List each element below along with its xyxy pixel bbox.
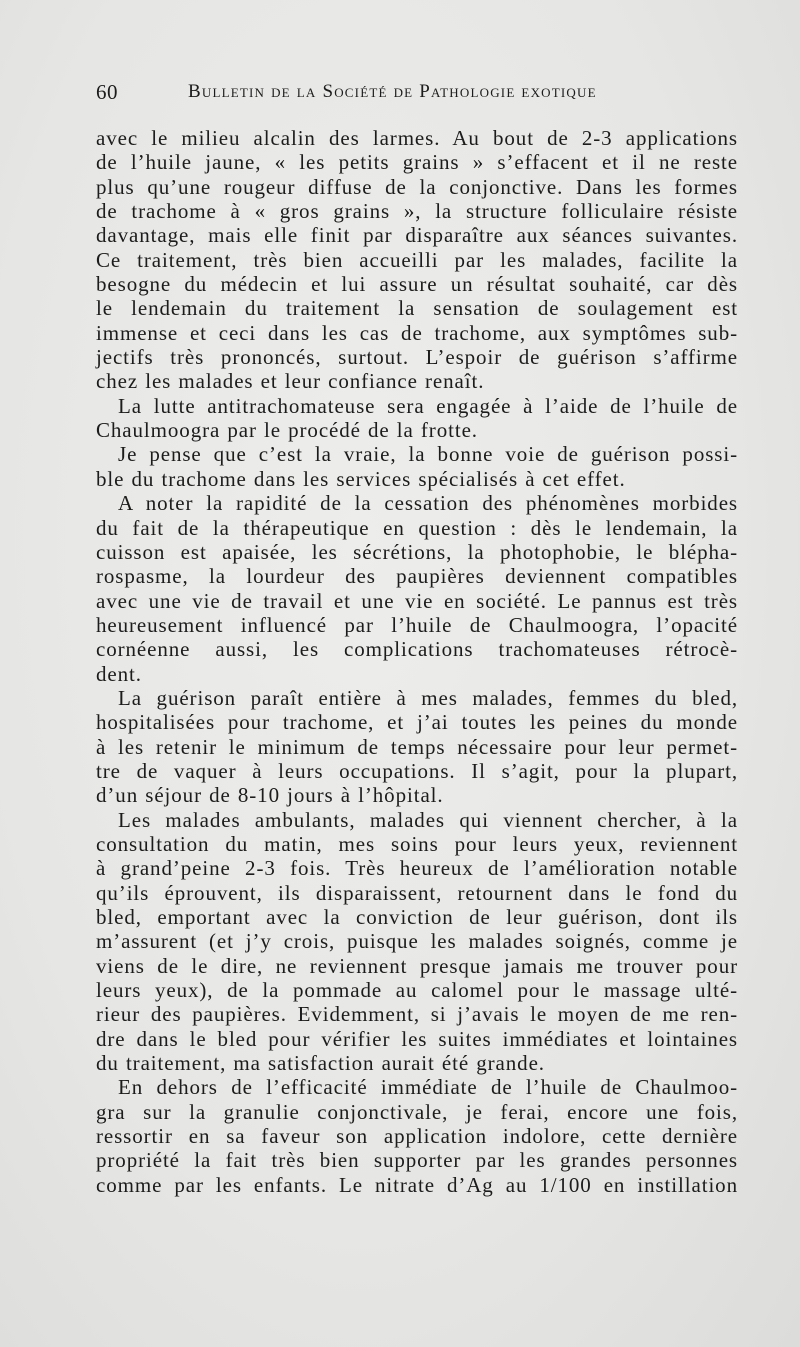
text-line: dre dans le bled pour vérifier les suites immédiates et lointaines — [96, 1026, 738, 1051]
text-line: qu’ils éprouvent, ils disparaissent, retournent dans le fond du — [96, 880, 738, 905]
text-line: gra sur la granulie conjonctivale, je ferai, encore une fois, — [96, 1099, 738, 1124]
text-line: rospasme, la lourdeur des paupières deviennent compatibles — [96, 564, 738, 589]
text-line: chez les malades et leur confiance renaît. — [96, 369, 485, 394]
text-line: jectifs très prononcés, surtout. L’espoir de guérison s’affirme — [96, 345, 738, 370]
text-line: ressortir en sa faveur son application indolore, cette dernière — [96, 1124, 738, 1149]
text-line: d’un séjour de 8-10 jours à l’hôpital. — [96, 783, 444, 808]
text-line: hospitalisées pour trachome, et j’ai toutes les peines du monde — [96, 710, 738, 735]
text-line: La lutte antitrachomateuse sera engagée à l’aide de l’huile de — [118, 393, 738, 418]
text-line: propriété la fait très bien supporter par les grandes personnes — [96, 1148, 738, 1173]
text-line: le lendemain du traitement la sensation de soulagement est — [96, 296, 738, 321]
text-line: davantage, mais elle finit par disparaître aux séances suivantes. — [96, 223, 738, 248]
text-line: cuisson est apaisée, les sécrétions, la photophobie, le blépha- — [96, 539, 738, 564]
text-line: de trachome à « gros grains », la structure folliculaire résiste — [96, 199, 738, 224]
text-line: de l’huile jaune, « les petits grains » s’effacent et il ne reste — [96, 150, 738, 175]
text-line: à les retenir le minimum de temps nécessaire pour leur permet- — [96, 734, 738, 759]
text-line: leurs yeux), de la pommade au calomel pour le massage ulté- — [96, 978, 738, 1003]
text-line: tre de vaquer à leurs occupations. Il s’agit, pour la plupart, — [96, 758, 738, 783]
text-line: En dehors de l’efficacité immédiate de l’huile de Chaulmoo- — [118, 1075, 738, 1100]
text-line: m’assurent (et j’y crois, puisque les malades soignés, comme je — [96, 929, 738, 954]
text-line: du fait de la thérapeutique en question : dès le lendemain, la — [96, 515, 738, 540]
text-line: ble du trachome dans les services spécialisés à cet effet. — [96, 466, 626, 491]
text-line: plus qu’une rougeur diffuse de la conjonctive. Dans les formes — [96, 174, 738, 199]
text-line: La guérison paraît entière à mes malades, femmes du bled, — [118, 685, 738, 710]
text-line: viens de le dire, ne reviennent presque jamais me trouver pour — [96, 953, 738, 978]
text-line: Ce traitement, très bien accueilli par les malades, facilite la — [96, 247, 738, 272]
text-line: immense et ceci dans les cas de trachome, aux symptômes sub- — [96, 320, 738, 345]
running-header — [96, 80, 656, 110]
text-line: bled, emportant avec la conviction de leur guérison, dont ils — [96, 905, 738, 929]
text-line: Chaulmoogra par le procédé de la frotte. — [96, 418, 478, 443]
text-line: avec le milieu alcalin des larmes. Au bout de 2-3 applications — [96, 126, 738, 150]
text-line: avec une vie de travail et une vie en société. Le pannus est très — [96, 588, 738, 613]
text-line: Les malades ambulants, malades qui viennent chercher, à la — [118, 807, 738, 832]
text-line: A noter la rapidité de la cessation des phénomènes morbides — [118, 491, 738, 516]
text-line: consultation du matin, mes soins pour leurs yeux, reviennent — [96, 831, 738, 856]
text-line: comme par les enfants. Le nitrate d’Ag au 1/100 en instillation — [96, 1172, 738, 1197]
text-line: dent. — [96, 661, 142, 686]
page-number: 60 — [96, 80, 118, 104]
text-line: besogne du médecin et lui assure un résultat souhaité, car dès — [96, 272, 738, 297]
text-line: Je pense que c’est la vraie, la bonne voie de guérison possi- — [118, 442, 738, 467]
text-line: heureusement influencé par l’huile de Chaulmoogra, l’opacité — [96, 612, 738, 637]
text-line: du traitement, ma satisfaction aurait été grande. — [96, 1051, 545, 1076]
text-line: rieur des paupières. Evidemment, si j’avais le moyen de me ren- — [96, 1002, 738, 1027]
journal-title: Bulletin de la Société de Pathologie exotique — [188, 81, 597, 102]
text-line: cornéenne aussi, les complications trachomateuses rétrocè- — [96, 637, 738, 662]
body-text — [96, 126, 738, 1197]
text-line: à grand’peine 2-3 fois. Très heureux de l’amélioration notable — [96, 856, 738, 881]
